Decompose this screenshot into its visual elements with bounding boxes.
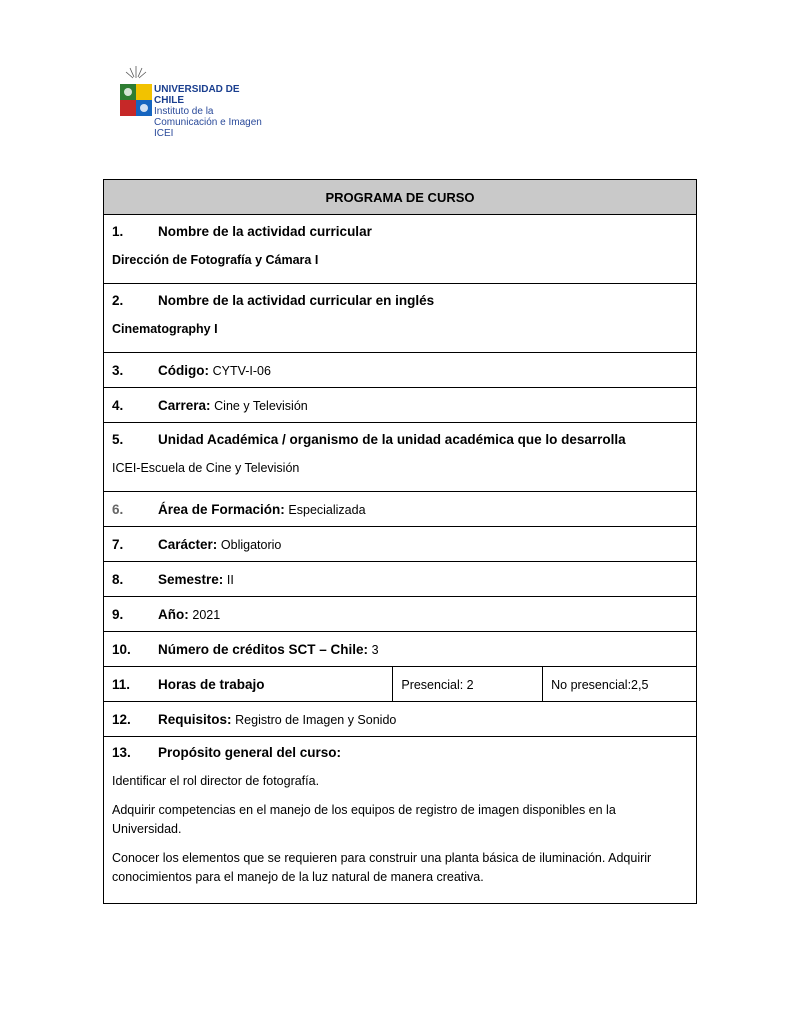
course-name-value: Dirección de Fotografía y Cámara I	[112, 253, 319, 267]
logo-university-name: UNIVERSIDAD DE CHILE	[154, 84, 240, 106]
row-number: 7.	[112, 536, 124, 552]
row-label: Año:	[158, 606, 189, 622]
table-row	[104, 632, 697, 667]
row-label: Número de créditos SCT – Chile:	[158, 641, 369, 657]
table-row	[104, 667, 697, 702]
table-row	[104, 388, 697, 423]
row-label: Nombre de la actividad curricular	[158, 224, 372, 239]
credits-value: 3	[371, 642, 379, 657]
row-number: 10.	[112, 641, 131, 657]
logo-institute-line1: Instituto de la	[154, 106, 214, 117]
table-row	[104, 702, 697, 737]
character-value: Obligatorio	[220, 537, 282, 552]
row-number: 8.	[112, 571, 124, 587]
row-label: Código:	[158, 362, 209, 378]
course-program-table	[103, 179, 697, 904]
purpose-paragraph-2: Adquirir competencias en el manejo de los equipos de registro de imagen disponibles en la Universidad.	[112, 803, 616, 836]
row-number: 2.	[112, 293, 124, 308]
no-presencial-hours-value: No presencial:2,5	[551, 677, 649, 692]
row-number: 1.	[112, 224, 124, 239]
career-value: Cine y Televisión	[214, 398, 308, 413]
row-label: Carácter:	[158, 536, 218, 552]
semester-value: II	[226, 572, 234, 587]
table-title: PROGRAMA DE CURSO	[104, 180, 697, 215]
table-row	[104, 492, 697, 527]
row-label: Nombre de la actividad curricular en inglés	[158, 293, 435, 308]
presencial-hours-value: Presencial: 2	[401, 677, 474, 692]
table-row	[104, 597, 697, 632]
row-number: 13.	[112, 745, 131, 760]
table-row	[104, 215, 697, 284]
purpose-paragraph-3: Conocer los elementos que se requieren para construir una planta básica de iluminación. Adquirir conocimientos para el manejo de la luz natural de manera creativa.	[112, 851, 652, 884]
table-row	[104, 284, 697, 353]
table-row	[104, 353, 697, 388]
table-row	[104, 562, 697, 597]
course-code-value: CYTV-I-06	[212, 363, 271, 378]
table-header-row	[104, 180, 697, 215]
row-label: Unidad Académica / organismo de la unidad académica que lo desarrolla	[158, 432, 626, 447]
logo-institute-line2: Comunicación e Imagen	[154, 117, 262, 128]
year-value: 2021	[192, 607, 221, 622]
table-row	[104, 527, 697, 562]
row-number: 5.	[112, 432, 124, 447]
row-number: 9.	[112, 606, 124, 622]
row-label: Horas de trabajo	[158, 676, 265, 692]
logo-text	[154, 84, 262, 139]
row-label: Requisitos:	[158, 711, 232, 727]
row-number: 3.	[112, 362, 124, 378]
course-name-english-value: Cinematography I	[112, 322, 218, 336]
row-number: 12.	[112, 711, 131, 727]
university-logo	[112, 64, 262, 139]
university-crest-icon	[116, 64, 156, 128]
row-number: 4.	[112, 397, 124, 413]
row-label: Semestre:	[158, 571, 224, 587]
academic-unit-value: ICEI-Escuela de Cine y Televisión	[112, 461, 300, 475]
purpose-paragraph-1: Identificar el rol director de fotografía.	[112, 774, 320, 788]
row-label: Carrera:	[158, 397, 211, 413]
row-number: 11.	[112, 676, 131, 692]
logo-acronym: ICEI	[154, 128, 174, 139]
requirements-value: Registro de Imagen y Sonido	[235, 712, 397, 727]
row-label: Área de Formación:	[158, 501, 285, 517]
row-label: Propósito general del curso:	[158, 745, 342, 760]
row-number: 6.	[112, 501, 124, 517]
table-row	[104, 737, 697, 904]
table-row	[104, 423, 697, 492]
training-area-value: Especializada	[288, 502, 366, 517]
